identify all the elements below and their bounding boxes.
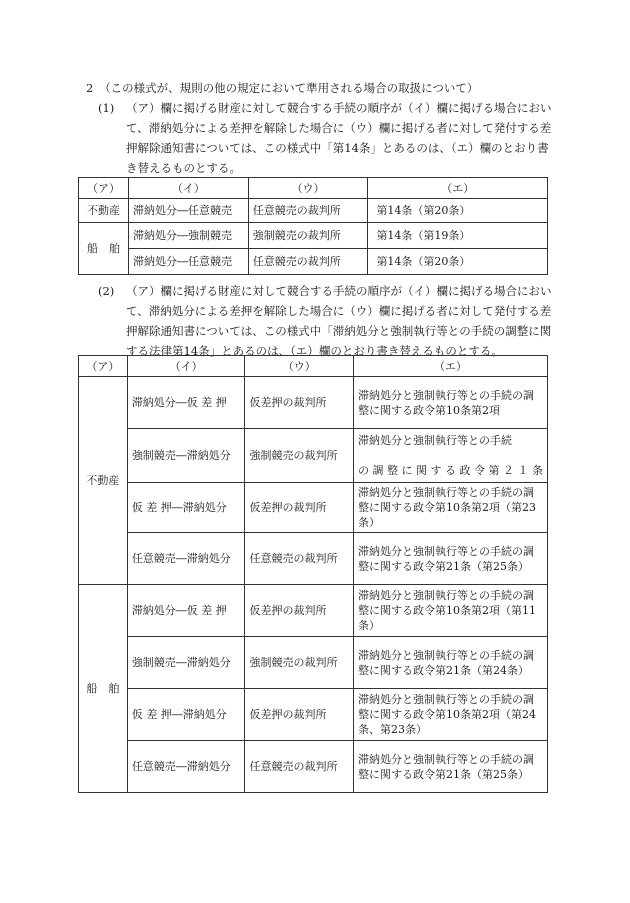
table-2-recipient: 強制競売の裁判所 (245, 637, 354, 689)
paragraph-1 (98, 98, 558, 178)
paragraph-2-number: (2) (98, 284, 115, 298)
table-2-replacement: 滞納処分と強制執行等との手続の調整に関する政令第21条（第25条） (354, 741, 548, 793)
table-2-recipient: 仮差押の裁判所 (245, 689, 354, 741)
table-1-recipient: 強制競売の裁判所 (248, 223, 368, 249)
table-2-replacement: 滞納処分と強制執行等との手続の調整に関する政令第10条第2項（第11条） (354, 585, 548, 637)
table-2-header-c: （ウ） (245, 356, 354, 377)
table-2-recipient: 任意競売の裁判所 (245, 741, 354, 793)
paragraph-2-text: （ア）欄に掲げる財産に対して競合する手続の順序が（イ）欄に掲げる場合において、滞納処分による差押を解除した場合に（ウ）欄に掲げる者に対して発付する差押解除通知書については、この様式中「滞納処分と強制執行等との手続の調整に関する法律第14条」とあるのは、（エ）欄のとおり書き替えるものとする。 (126, 284, 552, 358)
table-2-recipient: 仮差押の裁判所 (245, 585, 354, 637)
table-2-order: 仮 差 押―滞納処分 (127, 689, 245, 741)
table-1-header-a: （ア） (79, 178, 129, 199)
section-heading: 2 （この様式が、規則の他の規定において準用される場合の取扱について） (86, 81, 479, 95)
table-2-order: 滞納処分―仮 差 押 (127, 377, 245, 429)
paragraph-1-text: （ア）欄に掲げる財産に対して競合する手続の順序が（イ）欄に掲げる場合において、滞納処分による差押を解除した場合に（ウ）欄に掲げる者に対して発付する差押解除通知書については、この様式中「第14条」とあるのは、（エ）欄のとおり書き替えるものとする。 (126, 101, 552, 175)
table-2-order: 任意競売―滞納処分 (127, 533, 245, 585)
paragraph-2 (98, 281, 558, 361)
table-row (79, 377, 548, 429)
table-2-recipient: 強制競売の裁判所 (245, 429, 354, 483)
table-row (79, 483, 548, 533)
table-row (79, 429, 548, 483)
table-1-header-c: （ウ） (248, 178, 368, 199)
table-2-order: 任意競売―滞納処分 (127, 741, 245, 793)
table-row (79, 533, 548, 585)
table-2-order: 滞納処分―仮 差 押 (127, 585, 245, 637)
table-2-category-real-estate: 不動産 (79, 377, 128, 585)
table-1-category: 不動産 (79, 199, 129, 223)
table-2-replacement (354, 429, 548, 483)
table-2-header-row (79, 356, 548, 377)
paragraph-1-number: (1) (98, 101, 115, 115)
table-1-recipient: 任意競売の裁判所 (248, 249, 368, 275)
table-2-header-a: （ア） (79, 356, 128, 377)
table-1-replacement: 第14条（第19条） (368, 223, 548, 249)
table-1-header-b: （イ） (128, 178, 248, 199)
table-1-replacement: 第14条（第20条） (368, 199, 548, 223)
table-2-header-d: （エ） (354, 356, 548, 377)
table-row (79, 637, 548, 689)
table-1-recipient: 任意競売の裁判所 (248, 199, 368, 223)
table-1-order: 滞納処分―任意競売 (128, 199, 248, 223)
table-1-category: 船 舶 (79, 223, 129, 275)
table-1 (78, 177, 548, 275)
table-2-order: 強制競売―滞納処分 (127, 637, 245, 689)
table-2-replacement-line-2: の 調 整 に 関 す る 政 令 第 ２ １ 条 (358, 464, 543, 477)
table-2-header-b: （イ） (127, 356, 245, 377)
table-2-replacement: 滞納処分と強制執行等との手続の調整に関する政令第10条第2項（第24条、第23条） (354, 689, 548, 741)
table-row (79, 199, 548, 223)
table-2-category-ship: 船 舶 (79, 585, 128, 793)
table-1-header-d: （エ） (368, 178, 548, 199)
table-1-header-row (79, 178, 548, 199)
table-2-order: 強制競売―滞納処分 (127, 429, 245, 483)
table-2-recipient: 任意競売の裁判所 (245, 533, 354, 585)
table-row (79, 223, 548, 249)
table-2-recipient: 仮差押の裁判所 (245, 483, 354, 533)
table-1-replacement: 第14条（第20条） (368, 249, 548, 275)
table-1-order: 滞納処分―強制競売 (128, 223, 248, 249)
table-2-recipient: 仮差押の裁判所 (245, 377, 354, 429)
table-2-replacement: 滞納処分と強制執行等との手続の調整に関する政令第10条第2項（第23条） (354, 483, 548, 533)
table-2-replacement: 滞納処分と強制執行等との手続の調整に関する政令第21条（第25条） (354, 533, 548, 585)
table-2 (78, 355, 548, 793)
table-2-replacement: 滞納処分と強制執行等との手続の調整に関する政令第21条（第24条） (354, 637, 548, 689)
table-2-replacement-line-1: 滞納処分と強制執行等との手続 (358, 434, 512, 447)
table-2-order: 仮 差 押―滞納処分 (127, 483, 245, 533)
table-row (79, 249, 548, 275)
table-2-replacement: 滞納処分と強制執行等との手続の調整に関する政令第10条第2項 (354, 377, 548, 429)
table-row (79, 585, 548, 637)
table-row (79, 741, 548, 793)
table-1-order: 滞納処分―任意競売 (128, 249, 248, 275)
table-row (79, 689, 548, 741)
